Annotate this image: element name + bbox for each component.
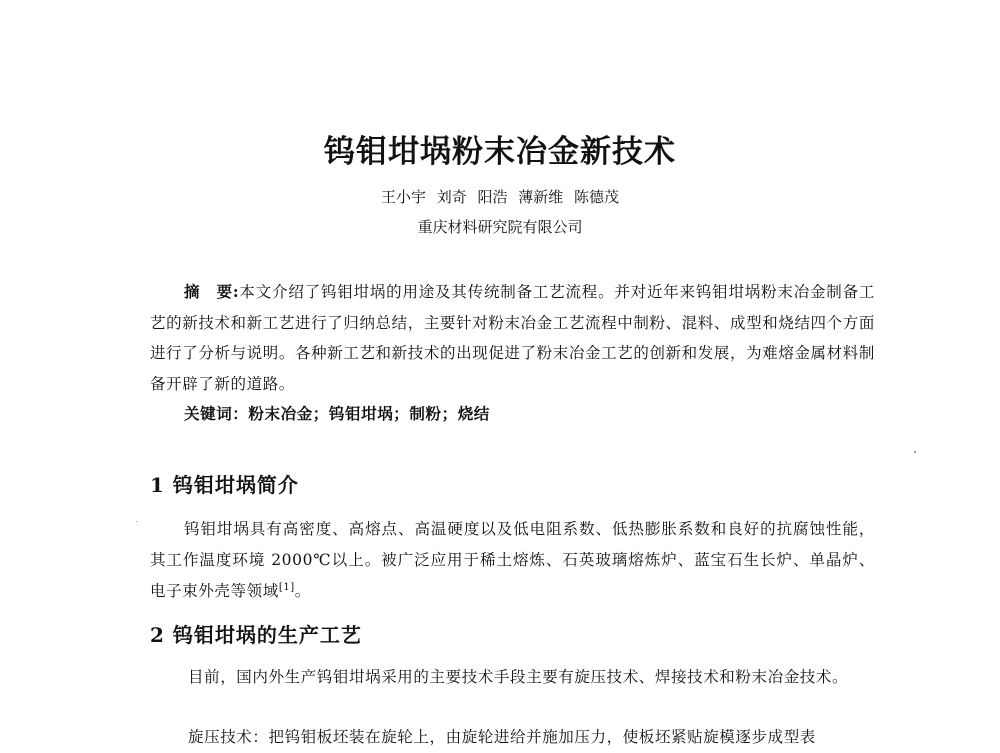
abstract	[150, 277, 875, 399]
section-2-next-line: 旋压技术：把钨钼板坯装在旋轮上，由旋轮进给并施加压力，使板坯紧贴旋模逐步成型表	[188, 728, 816, 746]
scan-speck	[136, 521, 137, 522]
section-1-text: 钨钼坩埚具有高密度、高熔点、高温硬度以及低电阻系数、低热膨胀系数和良好的抗腐蚀性能，其工作温度环境 2000℃以上。被广泛应用于稀土熔炼、石英玻璃熔炼炉、蓝宝石生长炉、单晶炉、电子束外壳等领域	[150, 520, 875, 600]
section-1-heading: 1 钨钼坩埚简介	[150, 473, 299, 497]
affiliation: 重庆材料研究院有限公司	[417, 218, 583, 236]
abstract-text: 本文介绍了钨钼坩埚的用途及其传统制备工艺流程。并对近年来钨钼坩埚粉末冶金制备工艺的新技术和新工艺进行了归纳总结，主要针对粉末冶金工艺流程中制粉、混料、成型和烧结四个方面进行了分析与说明。各种新工艺和新技术的出现促进了粉末冶金工艺的创新和发展，为难熔金属材料制备开辟了新的道路。	[150, 283, 876, 393]
abstract-label: 摘 要:	[184, 282, 240, 301]
scan-speck	[914, 451, 916, 453]
paper-title: 钨钼坩埚粉末冶金新技术	[324, 134, 676, 170]
keywords: 关键词：粉末冶金；钨钼坩埚；制粉；烧结	[184, 404, 490, 423]
author-list: 王小宇 刘奇 阳浩 薄新维 陈德茂	[380, 188, 620, 206]
section-2-paragraph: 目前，国内外生产钨钼坩埚采用的主要技术手段主要有旋压技术、焊接技术和粉末冶金技术。	[188, 668, 849, 686]
section-1-paragraph	[150, 514, 875, 607]
section-1-end: 。	[294, 582, 311, 600]
section-2-heading: 2 钨钼坩埚的生产工艺	[150, 623, 362, 647]
citation-ref: [1]	[278, 581, 295, 593]
